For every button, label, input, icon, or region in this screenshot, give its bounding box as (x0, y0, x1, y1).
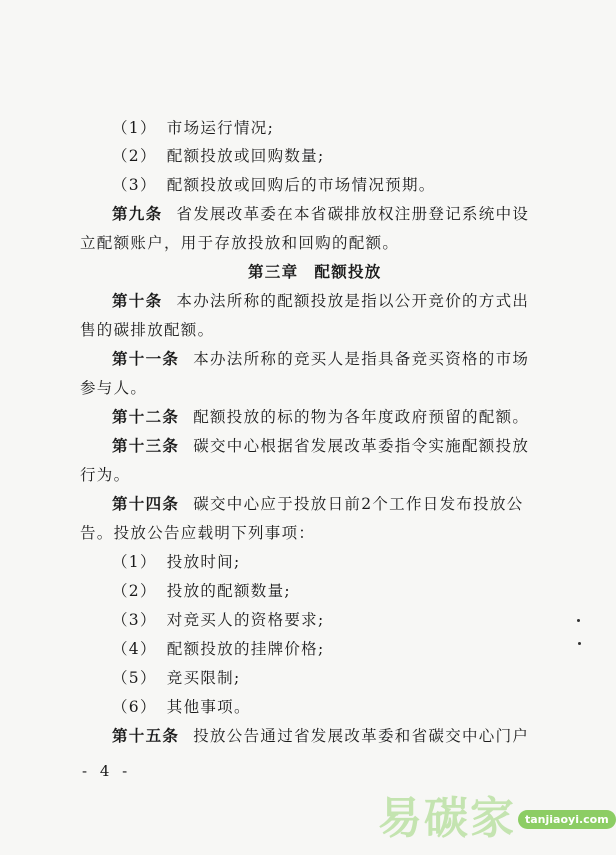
scan-speck (578, 642, 581, 645)
item-text: 其他事项。 (166, 698, 251, 716)
article-line (112, 436, 529, 456)
article-number: 第十条 (112, 291, 163, 310)
continuation-line (80, 233, 399, 253)
article-line (112, 349, 529, 369)
item-text: 投放时间; (166, 553, 241, 571)
continuation-line (80, 378, 147, 398)
article-text: 省发展改革委在本省碳排放权注册登记系统中设 (176, 205, 530, 223)
continuation-line (80, 523, 315, 543)
continuation-line (80, 320, 214, 340)
paragraph-text: 立配额账户，用于存放投放和回购的配额。 (80, 234, 400, 252)
continuation-line (80, 465, 130, 485)
chapter-number: 第三章 (248, 262, 299, 281)
article-text: 碳交中心根据省发展改革委指令实施配额投放 (193, 437, 530, 455)
item-text: 投放的配额数量; (166, 582, 291, 600)
article-line (112, 407, 529, 427)
article-number: 第十二条 (112, 407, 180, 426)
item-index: （3） (112, 611, 157, 629)
item-text: 配额投放的挂牌价格; (166, 640, 325, 658)
paragraph-text: 售的碳排放配额。 (80, 321, 215, 339)
list-item (112, 610, 325, 630)
item-index: （3） (112, 176, 157, 194)
article-text: 碳交中心应于投放日前2个工作日发布投放公 (193, 495, 524, 513)
article-line (112, 291, 529, 311)
paragraph-text: 参与人。 (80, 379, 148, 397)
article-line (112, 494, 524, 514)
item-index: （6） (112, 698, 157, 716)
article-number: 第十三条 (112, 436, 180, 455)
list-item (112, 581, 291, 601)
article-number: 第十一条 (112, 349, 180, 368)
scan-speck (577, 619, 580, 622)
article-text: 本办法所称的竞买人是指具备竞买资格的市场 (193, 350, 530, 368)
article-text: 配额投放的标的物为各年度政府预留的配额。 (193, 408, 530, 426)
item-index: （1） (112, 553, 157, 571)
item-index: （2） (112, 147, 157, 165)
watermark-brand: 易碳家 (378, 793, 516, 844)
item-text: 市场运行情况; (166, 119, 275, 137)
item-index: （4） (112, 640, 157, 658)
item-index: （5） (112, 669, 157, 687)
article-number: 第九条 (112, 204, 163, 223)
article-line (112, 726, 529, 746)
article-line (112, 204, 529, 224)
list-item (112, 639, 325, 659)
chapter-heading (248, 262, 382, 282)
item-text: 配额投放或回购后的市场情况预期。 (166, 176, 436, 194)
page-number: - 4 - (82, 762, 132, 780)
watermark-domain: tanjiaoyi.com (518, 810, 616, 829)
item-index: （1） (112, 119, 157, 137)
item-text: 配额投放或回购数量; (166, 147, 325, 165)
article-text: 投放公告通过省发展改革委和省碳交中心门户 (193, 727, 530, 745)
list-item (112, 697, 251, 717)
paragraph-text: 告。投放公告应载明下列事项： (80, 524, 316, 542)
item-text: 竞买限制; (166, 669, 241, 687)
paragraph-text: 行为。 (80, 466, 131, 484)
article-number: 第十四条 (112, 494, 180, 513)
list-item (112, 552, 241, 572)
list-item (112, 175, 436, 195)
item-text: 对竞买人的资格要求; (166, 611, 325, 629)
article-number: 第十五条 (112, 726, 180, 745)
article-text: 本办法所称的配额投放是指以公开竞价的方式出 (176, 292, 530, 310)
list-item (112, 146, 325, 166)
watermark-logo (378, 782, 609, 844)
chapter-title: 配额投放 (314, 262, 382, 281)
list-item (112, 118, 274, 138)
item-index: （2） (112, 582, 157, 600)
list-item (112, 668, 241, 688)
